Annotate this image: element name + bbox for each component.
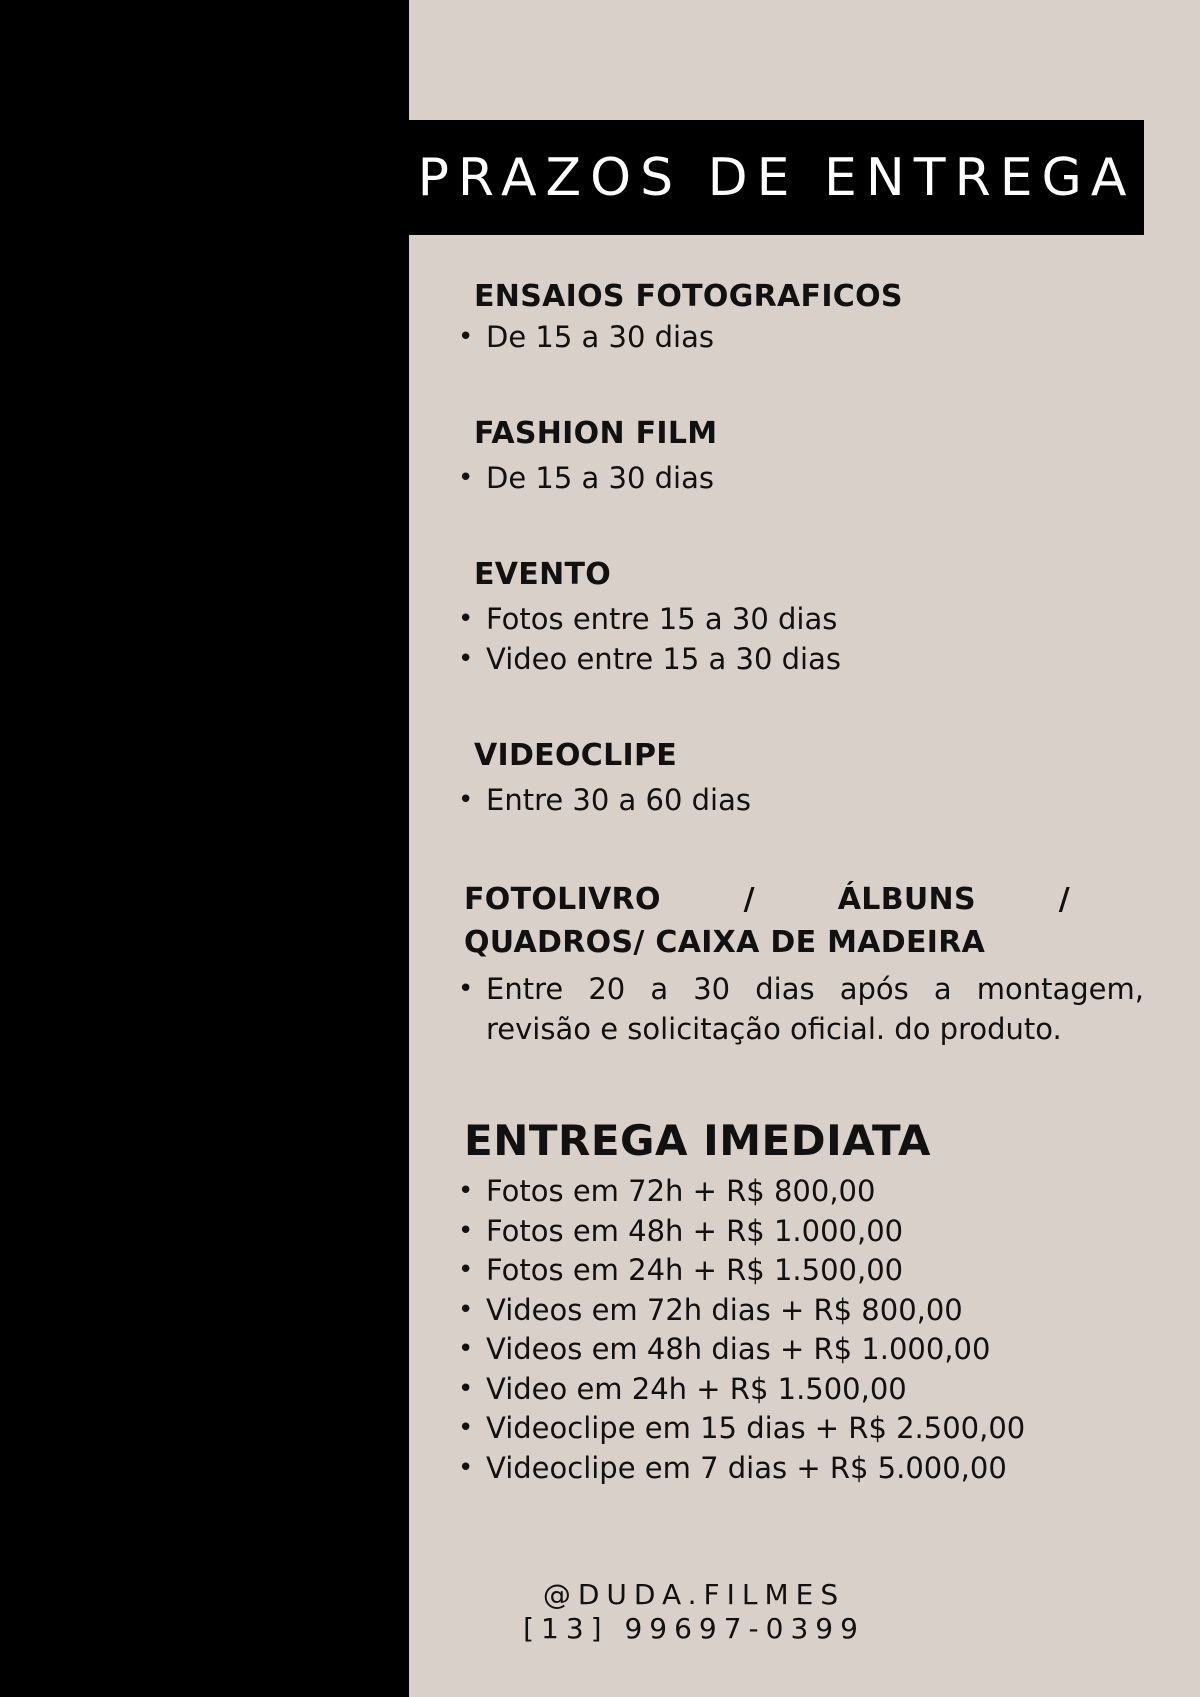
contact-info: [409, 1578, 979, 1646]
list-item: • Fotos em 48h + R$ 1.000,00: [458, 1212, 1025, 1252]
section-heading: EVENTO: [474, 557, 612, 592]
section-videoclipe: [474, 739, 677, 773]
list-item: • Entre 20 a 30 dias após a montagem, revisão e solicitação oficial. do produto.: [458, 970, 1144, 1049]
list-item: • Video entre 15 a 30 dias: [458, 640, 841, 680]
phone-number: [13] 99697-0399: [523, 1612, 865, 1645]
list-item: • De 15 a 30 dias: [458, 318, 714, 358]
section-evento: [474, 558, 611, 592]
section-fashion-film: [474, 417, 717, 451]
section-fashion-film-list: [458, 459, 714, 499]
section-ensaios-list: [458, 318, 714, 358]
page-title: PRAZOS DE ENTREGA: [417, 147, 1136, 208]
section-fotolivro: [464, 883, 1144, 960]
section-heading: ENSAIOS FOTOGRAFICOS: [474, 279, 903, 314]
instagram-handle: @DUDA.FILMES: [542, 1578, 846, 1611]
section-heading: VIDEOCLIPE: [474, 738, 678, 773]
list-item: • Fotos em 72h + R$ 800,00: [458, 1172, 1025, 1212]
section-evento-list: [458, 600, 841, 679]
list-item: • Videoclipe em 7 dias + R$ 5.000,00: [458, 1449, 1025, 1489]
section-ensaios: [474, 280, 903, 314]
list-item: • Fotos entre 15 a 30 dias: [458, 600, 841, 640]
list-item: • Video em 24h + R$ 1.500,00: [458, 1370, 1025, 1410]
list-item: • Entre 30 a 60 dias: [458, 781, 751, 821]
section-entrega-imediata: [464, 1117, 931, 1165]
section-heading-line1: FOTOLIVRO / ÁLBUNS /: [464, 882, 1070, 917]
section-heading: ENTREGA IMEDIATA: [464, 1116, 931, 1165]
section-videoclipe-list: [458, 781, 751, 821]
title-banner: [409, 120, 1144, 235]
section-fotolivro-list: [458, 970, 1144, 1049]
section-heading: FASHION FILM: [474, 416, 718, 451]
section-entrega-imediata-list: [458, 1172, 1025, 1488]
list-item: • De 15 a 30 dias: [458, 459, 714, 499]
list-item: • Videos em 72h dias + R$ 800,00: [458, 1291, 1025, 1331]
section-heading-line2: QUADROS/ CAIXA DE MADEIRA: [464, 925, 986, 960]
left-black-panel: [0, 0, 409, 1697]
list-item: • Videoclipe em 15 dias + R$ 2.500,00: [458, 1409, 1025, 1449]
list-item: • Fotos em 24h + R$ 1.500,00: [458, 1251, 1025, 1291]
list-item: • Videos em 48h dias + R$ 1.000,00: [458, 1330, 1025, 1370]
